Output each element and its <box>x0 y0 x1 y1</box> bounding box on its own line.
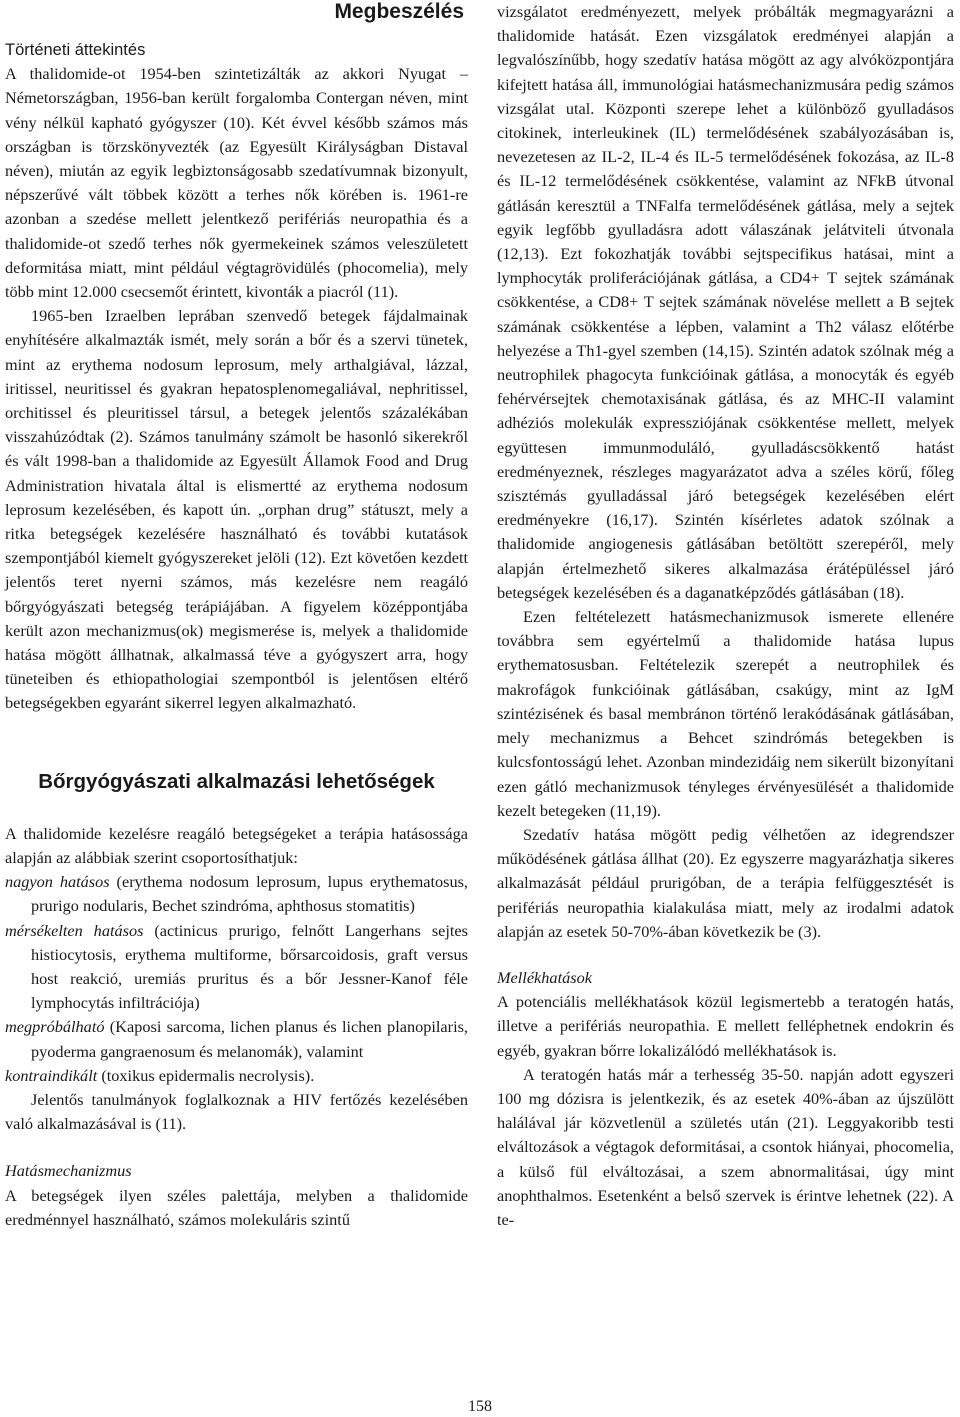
paragraph: A teratogén hatás már a terhesség 35-50. napján adott egyszeri 100 mg dózisra is jelentkezik, és az esetek 40%-ában az újszülött halálával jár közvetlenül a születés után (21). Leggyakoribb testi elváltozások a végtagok deformitásai, a csontok hiányai, phocomelia, a külső fül elváltozásai, a szem abnormalitásai, úgy mint anophthalmos. Esetenként a belső szervek is érintve lehetnek (22). A te- <box>497 1064 954 1229</box>
list-item-label: megpróbálható <box>5 1017 105 1037</box>
paragraph: A potenciális mellékhatások közül legismertebb a teratogén hatás, illetve a perifériás neuropathia. E mellett felléphetnek endokrin és egyéb, gyakran bőrre lokalizálódó mellékhatások is. <box>497 992 954 1060</box>
left-column <box>5 0 468 1232</box>
list-item <box>5 1015 468 1063</box>
list-item <box>5 870 468 918</box>
paragraph: Ezen feltételezett hatásmechanizmusok ismerete ellenére továbbra sem egyértelmű a thalidomide hatása lupus erythematosusban. Feltételezik szerepét a neutrophilek és makrofágok funkcióinak gátlásában, csakúgy, mint az IgM szintézisének és basal membránon történő lerakódásának gátlásában, mely mechanizmus a Behcet szindrómás betegekben is kulcsfontosságú lehet. Azonban mindezidáig nem sikerült bizonyítani ezen gátló mechanizmusok tényleges érvényesülését a thalidomide kezelt betegeken (11,19). <box>497 607 954 820</box>
paragraph: Jelentős tanulmányok foglalkoznak a HIV fertőzés kezelésében való alkalmazásával is (11). <box>5 1089 468 1134</box>
subheading-history: Történeti áttekintés <box>5 41 146 59</box>
page-number: 158 <box>468 1398 492 1415</box>
section-title-discussion: Megbeszélés <box>334 0 464 23</box>
paragraph: A thalidomide kezelésre reagáló betegségeket a terápia hatásossága alapján az alábbiak szerint csoportosíthatjuk: <box>5 823 468 867</box>
paragraph: A thalidomide-ot 1954-ben szintetizálták az akkori Nyugat – Németországban, 1956-ban került forgalomba Contergan néven, mint vény nélkül kapható gyógyszer (10). Két évvel később számos más országban is törzskönyvezték (az Egyesült Királyságban Distaval néven), miután az egyik legbiztonságosabb szedatívumnak bizonyult, népszerűvé vált többek között a terhes nők körében is. 1961-re azonban a szedése mellett jelentkező perifériás neuropathia és a thalidomide-ot szedő terhes nők gyermekeinek számos veleszületett deformitása miatt, mint például végtagrövidülés (phocomelia), mely több mint 12.000 csecsemőt érintett, kivonták a piacról (11). <box>5 64 468 302</box>
list-item-text: (erythema nodosum leprosum, lupus erythematosus, prurigo nodularis, Bechet szindróma, aphthosus stomatitis) <box>31 872 469 916</box>
section-title-dermatology: Bőrgyógyászati alkalmazási lehetőségek <box>38 769 435 793</box>
list-item-label: nagyon hatásos <box>5 872 110 892</box>
paragraph: 1965-ben Izraelben leprában szenvedő betegek fájdalmainak enyhítésére alkalmazták ismét, mely során a bőr és a szervi tünetek, mint az erythema nodosum leprosum, mely arthalgiával, lázzal, iritissel, neuritissel és gyakran hepatosplenomegaliával, nephritissel, orchitissel és pleuritissel társul, a betegek jelentős százalékában visszahúzódtak (2). Számos tanulmány számolt be hasonló sikerekről és vált 1998-ban a thalidomide az Egyesült Államok Food and Drug Administration hivatala által is elismertté az erythema nodosum leprosum kezelésében, és kapott ún. „orphan drug” státuszt, mely a ritka betegségek kezelésére használható és további kutatások szempontjából kiemelt gyógyszereket jelöli (12). Ezt követően kezdett jelentős teret nyerni számos, más kezelésre nem reagáló bőrgyógyászati betegség terápiájában. A figyelem középpontjába került azon mechanizmus(ok) megismerése is, melyek a thalidomide hatása mögött állhatnak, alkalmassá téve a gyógyszert arra, hogy tüneteiben és ethiopathologiai szempontból is jelentősen eltérő betegségekben egyaránt sikerrel legyen alkalmazható. <box>5 306 468 713</box>
list-item <box>5 919 468 1016</box>
subheading-mechanism: Hatásmechanizmus <box>5 1161 132 1181</box>
list-item-label: kontraindikált <box>5 1065 98 1085</box>
subheading-side-effects: Mellékhatások <box>497 967 592 987</box>
right-column <box>497 0 954 1232</box>
list-item <box>5 1064 468 1088</box>
list-item-text: (actinicus prurigo, felnőtt Langerhans sejtes histiocytosis, erythema multiforme, bőrsarcoidosis, graft versus host reakció, uremiás pruritus és a bőr Jessner-Kanof féle lymphocytás infiltrációja) <box>31 920 468 1013</box>
paragraph: A betegségek ilyen széles palettája, melyben a thalidomide eredménnyel használható, számos molekuláris szintű <box>5 1185 468 1229</box>
paragraph: Szedatív hatása mögött pedig vélhetően az idegrendszer működésének gátlása állhat (20). Ez egyszerre magyarázhatja sikeres alkalmazását például prurigóban, de a terápia felfüggesztését is perifériás neuropathia kialakulása miatt, mely az irodalmi adatok alapján az esetek 50-70%-ában következik be (3). <box>497 824 954 941</box>
list-item-text: (Kaposi sarcoma, lichen planus és lichen planopilaris, pyoderma gangraenosum és melanomák), valamint <box>31 1017 468 1061</box>
list-item-label: mérsékelten hatásos <box>5 920 144 940</box>
efficacy-list <box>5 870 468 1088</box>
list-item-text: (toxikus epidermalis necrolysis). <box>97 1065 315 1085</box>
paragraph: vizsgálatot eredményezett, melyek próbálták megmagyarázni a thalidomide hatását. Ezen vizsgálatok eredményei alapján a legvalószínűbb, hogy szedatív hatása mögött az agy alvóközpontjára kifejtett hatása áll, immunológiai hatásmechanizmusára pedig számos vizsgálat utal. Központi szerepe lehet a különböző gyulladásos citokinek, interleukinek (IL) termelődésének szabályozásában is, nevezetesen az IL-2, IL-4 és IL-5 termelődésének fokozása, az IL-8 és IL-12 termelődésének csökkentése, valamint az NFkB útvonal gátlásán keresztül a TNFalfa termelődésének gátlása, mely a sejtek egyik legfőbb gyulladásra adott válaszának jelátviteli útvonala (12,13). Ezt fokozhatják további sejtspecifikus hatásai, mint a lymphocyták proliferációjának gátlása, a CD4+ T sejtek számának csökkentése, a CD8+ T sejtek számának növelése mellett a B sejtek számának csökkentése a lépben, valamint a Th2 válasz előtérbe helyezése a Th1-gyel szemben (14,15). Szintén adatok szólnak még a neutrophilek phagocyta funkcióinak gátlása, a monocyták és egyéb fehérvérsejtek chemotaxisának gátlása, és az MHC-II valamint adhéziós molekulák expressziójának csökkentése mellett, melyek együttesen immunmoduláló, gyulladáscsökkentő hatást eredményeznek, részleges magyarázatot adva a széles körű, főleg szisztémás gyulladással járó betegségek kezelésében elért eredményekre (16,17). Szintén kísérletes adatok szólnak a thalidomide angiogenesis gátlásában betöltött szerepéről, mely alapján értelmezhető sikeres alkalmazása érátépüléssel járó betegségek kezelésében és a daganatképződés gátlásában (18). <box>497 2 954 602</box>
